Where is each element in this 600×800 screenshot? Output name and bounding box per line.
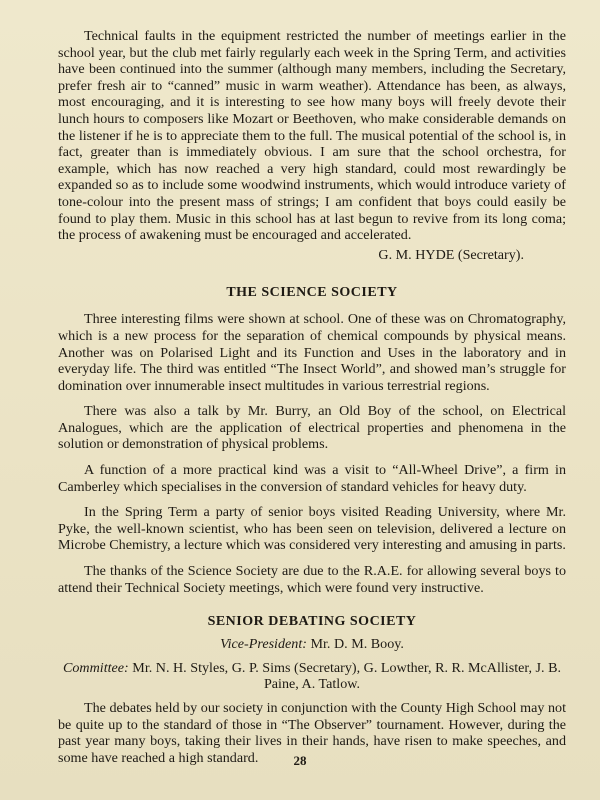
page-number: 28 — [293, 753, 307, 768]
science-society-heading: THE SCIENCE SOCIETY — [226, 285, 398, 301]
science-paragraph-films: Three interesting films were shown at school. One of these was on Chromatography, which is a new process for the separation of chemical compounds by physical means. Another was on Polarised Light and its Function and Uses in the laboratory and in everyday life. The third was entitled “The Insect World”, and showed man’s struggle for domination over innumerable insect multitudes in various terrestrial regions. — [58, 311, 566, 394]
committee-label: Committee: — [62, 659, 129, 676]
music-club-paragraph: Technical faults in the equipment restricted the number of meetings earlier in the school year, but the club met fairly regularly each week in the Spring Term, and activities have been continued into the summer (although many members, including the Secretary, prefer fresh air to “canned” music in warm weather). Attendance has been, as always, most encouraging, and it is interesting to see how many boys will freely devote their lunch hours to composers like Mozart or Beethoven, who make considerable demands on the listener if he is to appreciate them to the full. The musical potential of the school is, in fact, greater than is immediately obvious. I am sure that the school orchestra, for example, which has now reached a very high standard, could most rewardingly be expanded so as to include some woodwind instruments, which would introduce variety of tone-colour into the present mass of strings; I am confident that boys could easily be found to play them. Music in this school has at last begun to revive from its long coma; the process of awakening must be encouraged and accelerated. — [58, 28, 566, 244]
science-paragraph-visit: A function of a more practical kind was a visit to “All-Wheel Drive”, a firm in Camberley which specialises in the conversion of standard vehicles for heavy duty. — [58, 462, 566, 495]
vice-president-name: Mr. D. M. Booy. — [310, 636, 404, 653]
vice-president-label: Vice-President: — [220, 636, 307, 653]
debating-society-heading: SENIOR DEBATING SOCIETY — [207, 614, 417, 630]
science-paragraph-talk: There was also a talk by Mr. Burry, an Old Boy of the school, on Electrical Analogues, which are the application of electrical properties and phenomena in the solution or demonstration of physical problems. — [58, 403, 566, 453]
committee-line — [58, 660, 566, 693]
science-society-section — [58, 285, 566, 596]
vice-president-line — [58, 636, 566, 653]
debating-paragraph: The debates held by our society in conjunction with the County High School may not be quite up to the standard of those in “The Observer” tournament. However, during the past year many boys, taking their lives in their hands, have risen to make speeches, and some have reached a high standard. — [58, 700, 566, 766]
music-club-signature: G. M. HYDE (Secretary). — [378, 246, 524, 263]
science-paragraph-thanks: The thanks of the Science Society are due to the R.A.E. for allowing several boys to attend their Technical Society meetings, which were found very instructive. — [58, 563, 566, 596]
committee-members: Mr. N. H. Styles, G. P. Sims (Secretary), G. Lowther, R. R. McAllister, J. B. Paine, A. Tatlow. — [132, 659, 561, 693]
debating-society-section — [58, 614, 566, 766]
music-club-section — [58, 28, 566, 263]
science-paragraph-university: In the Spring Term a party of senior boys visited Reading University, where Mr. Pyke, the well-known scientist, who has been seen on television, delivered a lecture on Microbe Chemistry, a lecture which was considered very interesting and amusing in parts. — [58, 504, 566, 554]
